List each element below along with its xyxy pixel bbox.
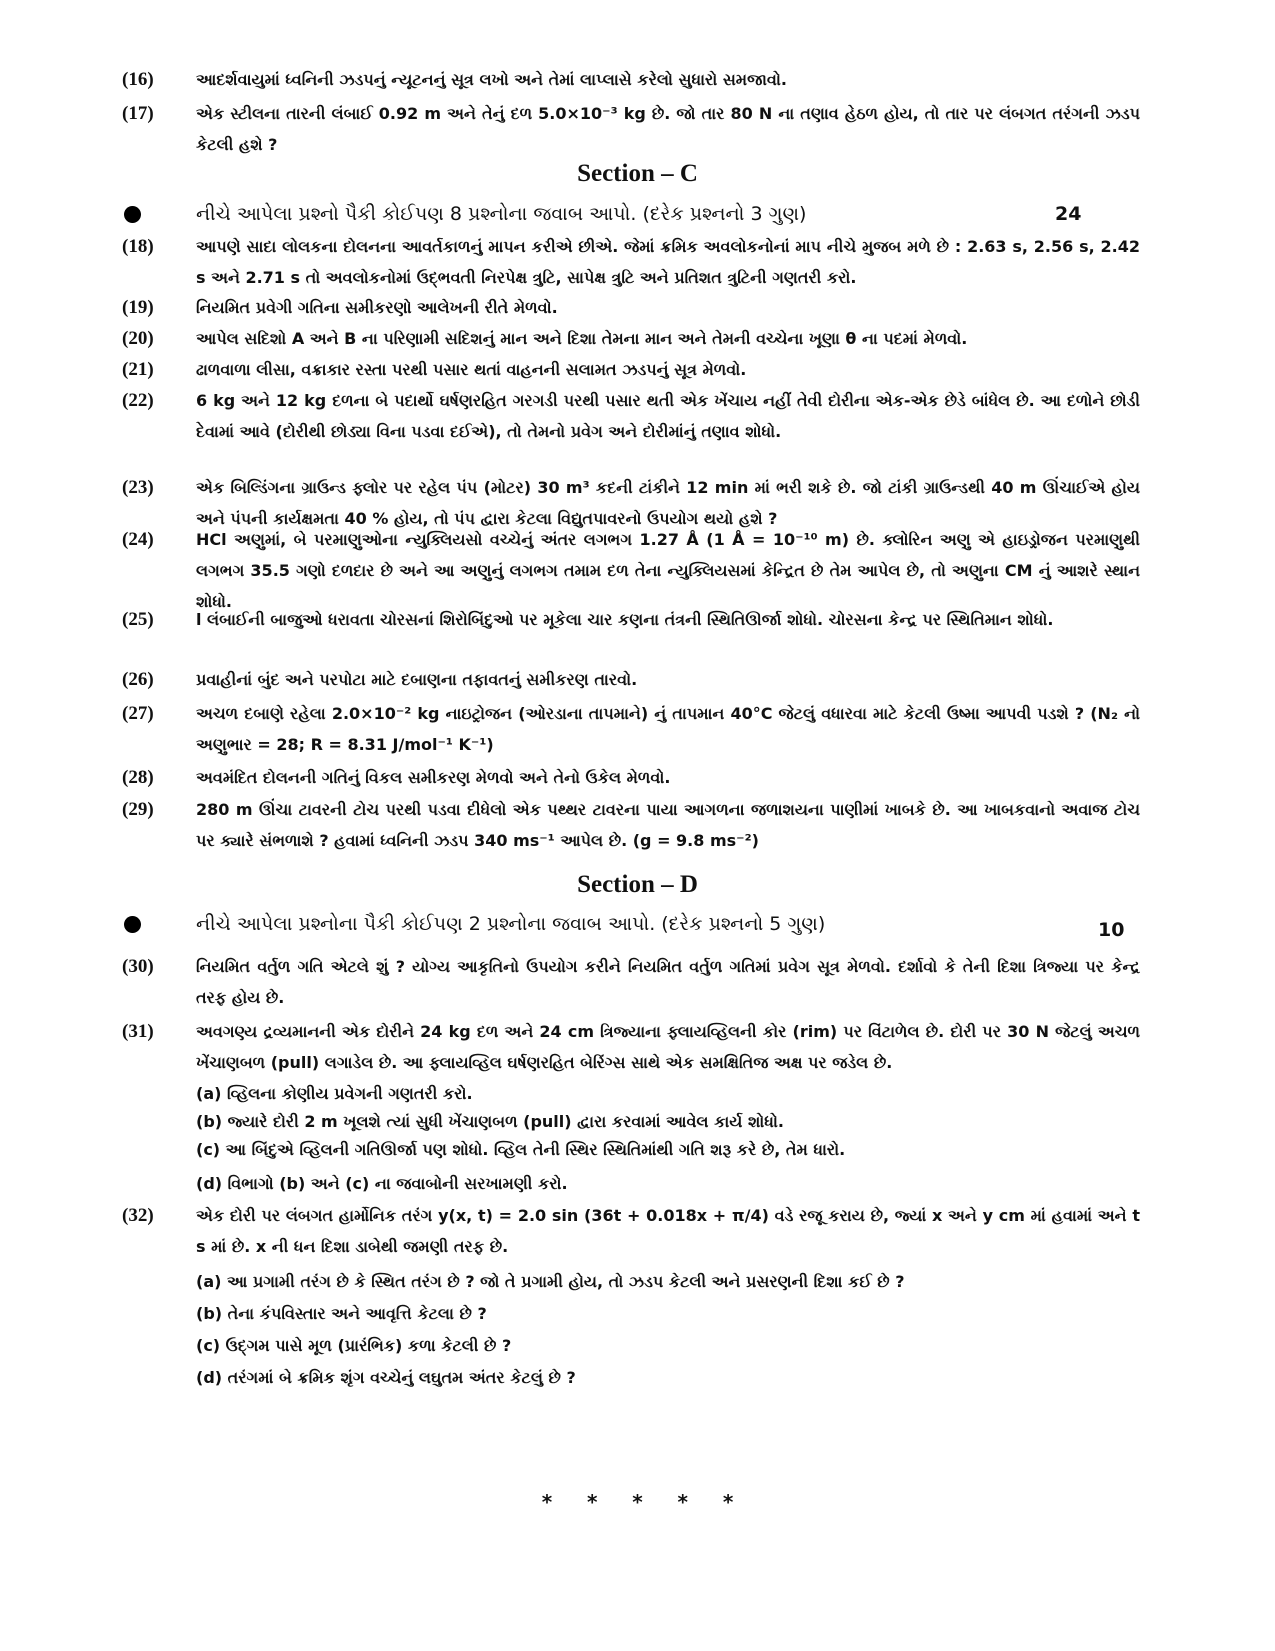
question-number: (26) xyxy=(122,669,154,690)
subpart-d: (d) તરંગમાં બે ક્રમિક શૃંગ વચ્ચેનું લઘુતમ અંતર કેટલું છે ? xyxy=(196,1368,576,1387)
end-stars: * * * * * xyxy=(541,1490,734,1514)
question-number: (23) xyxy=(122,477,154,498)
question-number: (18) xyxy=(122,236,154,257)
subpart-d: (d) વિભાગો (b) અને (c) ના જવાબોની સરખામણી કરો. xyxy=(196,1174,568,1193)
question-text: એક દોરી પર લંબગત હાર્મોનિક તરંગ y(x, t) = 2.0 sin (36t + 0.018x + π/4) વડે રજૂ કરાય છે, જ્યાં x અને y cm માં હવામાં અને t s માં છે. x ની ધન દિશા ડાબેથી જમણી તરફ છે. xyxy=(196,1206,1140,1256)
question-text: 6 kg અને 12 kg દળના બે પદાર્થો ઘર્ષણરહિત ગરગડી પરથી પસાર થતી એક ખેંચાય નહીં તેવી દોરીના એક-એક છેડે બાંધેલ છે. આ દળોને છોડી દેવામાં આવે (દોરીથી છોડ્યા વિના પડવા દઈએ), તો તેમનો પ્રવેગ અને દોરીમાંનું તણાવ શોધો. xyxy=(196,391,1140,441)
question-number: (16) xyxy=(122,69,154,90)
subpart-c: (c) ઉદ્‌ગમ પાસે મૂળ (પ્રારંભિક) કળા કેટલી છે ? xyxy=(196,1336,512,1355)
question-text: HCl અણુમાં, બે પરમાણુઓના ન્યુક્લિયસો વચ્ચેનું અંતર લગભગ 1.27 Å (1 Å = 10⁻¹⁰ m) છે. ક્લોરિન અણુ એ હાઇડ્રોજન પરમાણુથી લગભગ 35.5 ગણો દળદાર છે અને આ અણુનું લગભગ તમામ દળ તેના ન્યુક્લિયસમાં કેન્દ્રિત છે તેમ આપેલ છે, તો અણુના CM નું આશરે સ્થાન શોધો. xyxy=(196,530,1140,611)
question-text: ઢાળવાળા લીસા, વક્રાકાર રસ્તા પરથી પસાર થતાં વાહનની સલામત ઝડપનું સૂત્ર મેળવો. xyxy=(196,360,747,379)
question-number: (19) xyxy=(122,297,154,318)
question-number: (21) xyxy=(122,359,154,380)
question-number: (25) xyxy=(122,609,154,630)
instruction-text: નીચે આપેલા પ્રશ્નો પૈકી કોઈપણ 8 પ્રશ્નોના જવાબ આપો. (દરેક પ્રશ્નનો 3 ગુણ) xyxy=(196,203,807,225)
question-text: અવમંદિત દોલનની ગતિનું વિકલ સમીકરણ મેળવો અને તેનો ઉકેલ મેળવો. xyxy=(196,768,671,787)
bullet-icon xyxy=(124,206,141,223)
section-c-title: Section – C xyxy=(577,160,698,187)
bullet-icon xyxy=(124,916,141,933)
question-number: (24) xyxy=(122,529,154,550)
question-text: નિયમિત વર્તુળ ગતિ એટલે શું ? યોગ્ય આકૃતિનો ઉપયોગ કરીને નિયમિત વર્તુળ ગતિમાં પ્રવેગ સૂત્ર મેળવો. દર્શાવો કે તેની દિશા ત્રિજ્યા પર કેન્દ્ર તરફ હોય છે. xyxy=(196,957,1140,1007)
section-marks: 10 xyxy=(1098,919,1125,941)
subpart-a: (a) વ્હિલના કોણીય પ્રવેગની ગણતરી કરો. xyxy=(196,1084,473,1103)
question-number: (20) xyxy=(122,328,154,349)
section-marks: 24 xyxy=(1055,203,1082,225)
question-text: આપેલ સદિશો A અને B ના પરિણામી સદિશનું માન અને દિશા તેમના માન અને તેમની વચ્ચેના ખૂણા θ ના પદમાં મેળવો. xyxy=(196,329,968,348)
subpart-b: (b) તેના કંપવિસ્તાર અને આવૃત્તિ કેટલા છે ? xyxy=(196,1304,487,1323)
question-text: એક સ્ટીલના તારની લંબાઈ 0.92 m અને તેનું દળ 5.0×10⁻³ kg છે. જો તાર 80 N ના તણાવ હેઠળ હોય, તો તાર પર લંબગત તરંગની ઝડપ કેટલી હશે ? xyxy=(196,104,1140,154)
question-number: (29) xyxy=(122,799,154,820)
question-text: નિયમિત પ્રવેગી ગતિના સમીકરણો આલેખની રીતે મેળવો. xyxy=(196,298,558,317)
section-d-title: Section – D xyxy=(577,871,698,898)
instruction-text: નીચે આપેલા પ્રશ્નોના પૈકી કોઈપણ 2 પ્રશ્નોના જવાબ આપો. (દરેક પ્રશ્નનો 5 ગુણ) xyxy=(196,913,826,935)
question-number: (32) xyxy=(122,1205,154,1226)
question-text: અવગણ્ય દ્રવ્યમાનની એક દોરીને 24 kg દળ અને 24 cm ત્રિજ્યાના ફ્લાયવ્હિલની કોર (rim) પર વિંટાળેલ છે. દોરી પર 30 N જેટલું અચળ ખેંચાણબળ (pull) લગાડેલ છે. આ ફ્લાયવ્હિલ ઘર્ષણરહિત બેરિંગ્સ સાથે એક સમક્ષિતિજ અક્ષ પર જડેલ છે. xyxy=(196,1022,1140,1072)
section-c-instruction xyxy=(0,198,1275,230)
question-number: (27) xyxy=(122,703,154,724)
subpart-c: (c) આ બિંદુએ વ્હિલની ગતિઊર્જા પણ શોધો. વ્હિલ તેની સ્થિર સ્થિતિમાંથી ગતિ શરૂ કરે છે, તેમ ધારો. xyxy=(196,1140,846,1159)
question-text: આદર્શવાયુમાં ધ્વનિની ઝડપનું ન્યૂટનનું સૂત્ર લખો અને તેમાં લાપ્લાસે કરેલો સુધારો સમજાવો. xyxy=(196,70,787,89)
question-text: પ્રવાહીનાં બુંદ અને પરપોટા માટે દબાણના તફાવતનું સમીકરણ તારવો. xyxy=(196,670,638,689)
question-text: 280 m ઊંચા ટાવરની ટોચ પરથી પડવા દીધેલો એક પથ્થર ટાવરના પાયા આગળના જળાશયના પાણીમાં ખાબકે છે. આ ખાબકવાનો અવાજ ટોચ પર ક્યારે સંભળાશે ? હવામાં ધ્વનિની ઝડપ 340 ms⁻¹ આપેલ છે. (g = 9.8 ms⁻²) xyxy=(196,800,1140,850)
question-number: (28) xyxy=(122,767,154,788)
question-number: (30) xyxy=(122,956,154,977)
question-number: (31) xyxy=(122,1021,154,1042)
question-text: એક બિલ્ડિંગના ગ્રાઉન્ડ ફ્લોર પર રહેલ પંપ (મોટર) 30 m³ કદની ટાંકીને 12 min માં ભરી શકે છે. જો ટાંકી ગ્રાઉન્ડથી 40 m ઊંચાઈએ હોય અને પંપની કાર્યક્ષમતા 40 % હોય, તો પંપ દ્વારા કેટલા વિદ્યુતપાવરનો ઉપયોગ થયો હશે ? xyxy=(196,478,1140,528)
subpart-b: (b) જ્યારે દોરી 2 m ખૂલશે ત્યાં સુધી ખેંચાણબળ (pull) દ્વારા કરવામાં આવેલ કાર્ય શોધો. xyxy=(196,1112,784,1131)
section-d-instruction xyxy=(0,908,1275,940)
question-text: l લંબાઈની બાજુઓ ધરાવતા ચોરસનાં શિરોબિંદુઓ પર મૂકેલા ચાર કણના તંત્રની સ્થિતિઊર્જા શોધો. ચોરસના કેન્દ્ર પર સ્થિતિમાન શોધો. xyxy=(196,610,1054,629)
question-text: આપણે સાદા લોલકના દોલનના આવર્તકાળનું માપન કરીએ છીએ. જેમાં ક્રમિક અવલોકનોનાં માપ નીચે મુજબ મળે છે : 2.63 s, 2.56 s, 2.42 s અને 2.71 s તો અવલોકનોમાં ઉદ્‌ભવતી નિરપેક્ષ ત્રુટિ, સાપેક્ષ ત્રુટિ અને પ્રતિશત ત્રુટિની ગણતરી કરો. xyxy=(196,237,1140,287)
question-number: (22) xyxy=(122,390,154,411)
question-text: અચળ દબાણે રહેલા 2.0×10⁻² kg નાઇટ્રોજન (ઓરડાના તાપમાને) નું તાપમાન 40°C જેટલું વધારવા માટે કેટલી ઉષ્મા આપવી પડશે ? (N₂ નો અણુભાર = 28; R = 8.31 J/mol⁻¹ K⁻¹) xyxy=(196,704,1140,754)
subpart-a: (a) આ પ્રગામી તરંગ છે કે સ્થિત તરંગ છે ? જો તે પ્રગામી હોય, તો ઝડપ કેટલી અને પ્રસરણની દિશા કઈ છે ? xyxy=(196,1272,905,1291)
question-number: (17) xyxy=(122,103,154,124)
